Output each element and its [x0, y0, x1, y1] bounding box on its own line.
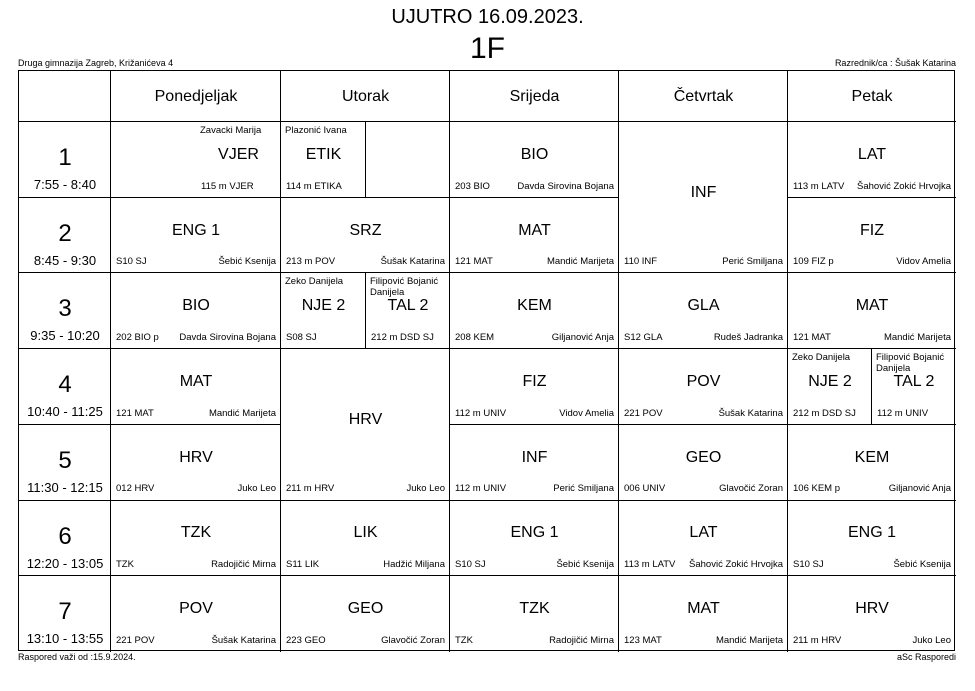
- lesson-cell[interactable]: [788, 198, 956, 274]
- lesson-teacher-top: Filipović Bojanić Danijela: [370, 276, 439, 299]
- lesson-room: 223 GEO: [286, 634, 326, 646]
- lesson-room: 213 m POV: [286, 256, 336, 268]
- lesson-cell[interactable]: [619, 122, 788, 273]
- lesson-teacher: Vidov Amelia: [896, 256, 951, 268]
- lesson-subject: KEM: [854, 448, 890, 466]
- lesson-teacher: Šušak Katarina: [380, 256, 445, 268]
- period-number: 2: [58, 219, 72, 247]
- period-time: 10:40 - 11:25: [27, 404, 103, 420]
- grid-line: [19, 424, 111, 425]
- lesson-cell[interactable]: [788, 349, 872, 425]
- lesson-subject: HRV: [348, 410, 383, 428]
- valid-from-note: Raspored važi od :15.9.2024.: [18, 652, 136, 662]
- lesson-subject: GEO: [347, 600, 384, 618]
- lesson-cell[interactable]: [450, 425, 619, 501]
- lesson-cell[interactable]: [281, 273, 366, 349]
- homeroom-teacher: Razrednik/ca : Šušak Katarina: [834, 58, 956, 68]
- lesson-cell[interactable]: [872, 349, 956, 425]
- lesson-room: 211 m HRV: [286, 483, 335, 495]
- lesson-room: 115 m VJER: [201, 180, 254, 192]
- day-header: Srijeda: [509, 87, 560, 105]
- lesson-teacher: Mandić Marijeta: [208, 407, 276, 419]
- lesson-subject: MAT: [687, 600, 720, 618]
- period-label: [19, 198, 111, 274]
- grid-line: [19, 500, 111, 501]
- lesson-room: 212 m DSD SJ: [793, 407, 856, 419]
- lesson-teacher: Radojičić Mirna: [211, 559, 276, 571]
- lesson-subject: ENG 1: [510, 524, 559, 542]
- lesson-subject: TZK: [519, 600, 550, 618]
- lesson-subject: FIZ: [860, 221, 884, 239]
- lesson-room: 006 UNIV: [624, 483, 666, 495]
- lesson-teacher: Perić Smiljana: [553, 483, 614, 495]
- lesson-cell[interactable]: [111, 273, 281, 349]
- period-time: 11:30 - 12:15: [27, 479, 103, 495]
- lesson-room: S10 SJ: [793, 559, 824, 571]
- lesson-subject: GLA: [687, 297, 720, 315]
- lesson-room: 121 MAT: [455, 256, 493, 268]
- grid-line: [19, 575, 111, 576]
- lesson-subject: TAL 2: [387, 297, 429, 315]
- lesson-room: S12 GLA: [624, 332, 663, 344]
- lesson-cell[interactable]: [788, 501, 956, 577]
- lesson-cell[interactable]: [788, 122, 956, 198]
- period-number: 4: [58, 371, 72, 399]
- lesson-teacher: Mandić Marijeta: [546, 256, 614, 268]
- lesson-teacher: Šahović Zokić Hrvojka: [857, 180, 951, 192]
- lesson-cell[interactable]: [619, 501, 788, 577]
- lesson-room: 123 MAT: [624, 634, 662, 646]
- lesson-subject: LAT: [857, 145, 887, 163]
- timetable-grid: [18, 70, 955, 651]
- lesson-cell[interactable]: [281, 576, 450, 652]
- lesson-room: S08 SJ: [286, 332, 317, 344]
- lesson-teacher: Davda Sirovina Bojana: [179, 332, 276, 344]
- lesson-teacher-top: Zavacki Marija: [200, 125, 262, 136]
- lesson-cell[interactable]: [788, 576, 956, 652]
- lesson-cell[interactable]: [450, 198, 619, 274]
- lesson-cell[interactable]: [450, 501, 619, 577]
- lesson-teacher: Šušak Katarina: [211, 634, 276, 646]
- lesson-room: S10 SJ: [455, 559, 486, 571]
- lesson-room: 121 MAT: [793, 332, 831, 344]
- lesson-teacher-top: Filipović Bojanić Danijela: [876, 352, 945, 375]
- lesson-cell[interactable]: [788, 273, 956, 349]
- lesson-teacher: Rudeš Jadranka: [713, 332, 783, 344]
- lesson-teacher-top: Zeko Danijela: [285, 276, 344, 288]
- lesson-room: S11 LIK: [286, 559, 320, 571]
- period-label: [19, 273, 111, 349]
- lesson-subject: ENG 1: [847, 524, 896, 542]
- lesson-teacher: Mandić Marijeta: [715, 634, 783, 646]
- lesson-teacher: Glavočić Zoran: [719, 483, 783, 495]
- lesson-room: TZK: [116, 559, 134, 571]
- lesson-cell[interactable]: [788, 425, 956, 501]
- lesson-cell[interactable]: [281, 122, 366, 198]
- lesson-cell[interactable]: [619, 576, 788, 652]
- lesson-teacher: Šahović Zokić Hrvojka: [689, 559, 783, 571]
- period-label: [19, 122, 111, 198]
- period-time: 8:45 - 9:30: [33, 252, 97, 268]
- lesson-teacher-top: Plazonić Ivana: [285, 125, 347, 136]
- period-number: 1: [58, 144, 72, 171]
- brand-label: aSc Rasporedi: [896, 652, 956, 662]
- lesson-cell[interactable]: [111, 198, 281, 274]
- lesson-teacher: Giljanović Anja: [551, 332, 614, 344]
- lesson-subject: FIZ: [522, 372, 547, 390]
- period-number: 5: [58, 446, 72, 474]
- period-number: 3: [58, 295, 72, 323]
- period-number: 6: [58, 522, 72, 550]
- grid-line: [19, 272, 111, 273]
- lesson-teacher: Mandić Marijeta: [883, 332, 951, 344]
- lesson-subject: HRV: [179, 448, 213, 466]
- lesson-room: S10 SJ: [116, 256, 147, 268]
- lesson-teacher: Radojičić Mirna: [549, 634, 614, 646]
- lesson-subject: POV: [179, 600, 213, 618]
- lesson-cell[interactable]: [196, 122, 281, 198]
- lesson-room: 112 m UNIV: [455, 483, 507, 495]
- lesson-subject: NJE 2: [808, 372, 852, 390]
- lesson-subject: VJER: [218, 145, 259, 163]
- lesson-room: 106 KEM p: [793, 483, 840, 495]
- lesson-room: 203 BIO: [455, 180, 490, 192]
- lesson-teacher: Juko Leo: [237, 483, 276, 495]
- lesson-subject: LAT: [689, 524, 718, 542]
- day-header: Utorak: [341, 87, 390, 105]
- lesson-subject: MAT: [855, 297, 889, 315]
- lesson-cell[interactable]: [281, 349, 450, 500]
- lesson-subject: KEM: [517, 297, 552, 315]
- lesson-room: 121 MAT: [116, 407, 154, 419]
- lesson-teacher: Juko Leo: [912, 634, 951, 646]
- lesson-cell[interactable]: [111, 501, 281, 577]
- period-label: [19, 501, 111, 577]
- lesson-cell[interactable]: [450, 273, 619, 349]
- period-time: 12:20 - 13:05: [26, 555, 104, 571]
- lesson-subject: GEO: [685, 448, 722, 466]
- day-header: Petak: [851, 87, 893, 105]
- lesson-teacher: Juko Leo: [406, 483, 445, 495]
- lesson-teacher: Glavočić Zoran: [381, 634, 445, 646]
- lesson-cell[interactable]: [111, 576, 281, 652]
- lesson-room: 113 m LATV: [624, 559, 676, 571]
- lesson-cell[interactable]: [111, 425, 281, 501]
- lesson-teacher: Šebić Ksenija: [556, 559, 614, 571]
- lesson-room: 221 POV: [116, 634, 155, 646]
- day-header: Ponedjeljak: [154, 87, 238, 105]
- grid-line: [365, 122, 366, 198]
- lesson-room: 212 m DSD SJ: [371, 332, 434, 344]
- lesson-cell[interactable]: [450, 576, 619, 652]
- lesson-cell[interactable]: [450, 122, 619, 198]
- lesson-subject: INF: [521, 448, 548, 466]
- lesson-subject: MAT: [518, 221, 551, 239]
- lesson-room: 112 m UNIV: [455, 407, 507, 419]
- lesson-subject: INF: [690, 183, 717, 201]
- grid-line: [19, 348, 111, 349]
- lesson-subject: BIO: [182, 297, 210, 315]
- lesson-room: 110 INF: [624, 256, 658, 268]
- lesson-cell[interactable]: [619, 425, 788, 501]
- lesson-subject: NJE 2: [301, 297, 346, 315]
- lesson-room: 012 HRV: [116, 483, 155, 495]
- lesson-subject: BIO: [520, 145, 549, 163]
- lesson-room: 208 KEM: [455, 332, 495, 344]
- class-name: 1F: [469, 32, 505, 65]
- lesson-subject: MAT: [179, 372, 213, 390]
- lesson-teacher: Vidov Amelia: [559, 407, 614, 419]
- period-time: 9:35 - 10:20: [30, 328, 100, 344]
- period-time: 7:55 - 8:40: [33, 177, 97, 192]
- lesson-subject: POV: [686, 372, 721, 390]
- lesson-teacher: Giljanović Anja: [888, 483, 951, 495]
- period-label: [19, 425, 111, 501]
- lesson-cell[interactable]: [281, 501, 450, 577]
- lesson-teacher: Šebić Ksenija: [893, 559, 951, 571]
- lesson-room: 112 m UNIV: [877, 407, 929, 419]
- day-header: Četvrtak: [673, 87, 734, 105]
- lesson-teacher: Perić Smiljana: [722, 256, 783, 268]
- lesson-subject: ETIK: [305, 145, 342, 163]
- lesson-room: TZK: [455, 634, 473, 646]
- lesson-room: 114 m ETIKA: [286, 180, 342, 192]
- lesson-room: 109 FIZ p: [793, 256, 834, 268]
- lesson-cell[interactable]: [366, 273, 450, 349]
- lesson-teacher: Šušak Katarina: [718, 407, 783, 419]
- lesson-cell[interactable]: [111, 349, 281, 425]
- lesson-subject: TAL 2: [893, 372, 935, 390]
- lesson-subject: HRV: [855, 600, 889, 618]
- lesson-cell[interactable]: [281, 198, 450, 274]
- period-time: 13:10 - 13:55: [26, 631, 104, 647]
- period-label: [19, 576, 111, 652]
- lesson-room: 211 m HRV: [793, 634, 842, 646]
- lesson-room: 113 m LATV: [793, 180, 845, 192]
- lesson-cell[interactable]: [619, 349, 788, 425]
- lesson-teacher: Davda Sirovina Bojana: [517, 180, 614, 192]
- lesson-subject: LIK: [353, 524, 378, 542]
- lesson-room: 221 POV: [624, 407, 663, 419]
- page-title: UJUTRO 16.09.2023.: [391, 6, 584, 28]
- lesson-cell[interactable]: [619, 273, 788, 349]
- lesson-room: 202 BIO p: [116, 332, 159, 344]
- grid-line: [19, 197, 111, 198]
- lesson-subject: SRZ: [349, 221, 382, 239]
- lesson-cell[interactable]: [450, 349, 619, 425]
- lesson-teacher-top: Zeko Danijela: [792, 352, 851, 364]
- period-number: 7: [58, 598, 72, 626]
- lesson-subject: ENG 1: [171, 221, 220, 239]
- lesson-subject: TZK: [180, 524, 212, 542]
- period-label: [19, 349, 111, 425]
- school-name: Druga gimnazija Zagreb, Križanićeva 4: [18, 58, 174, 68]
- lesson-teacher: Hadžić Miljana: [383, 559, 445, 571]
- lesson-teacher: Šebić Ksenija: [218, 256, 276, 268]
